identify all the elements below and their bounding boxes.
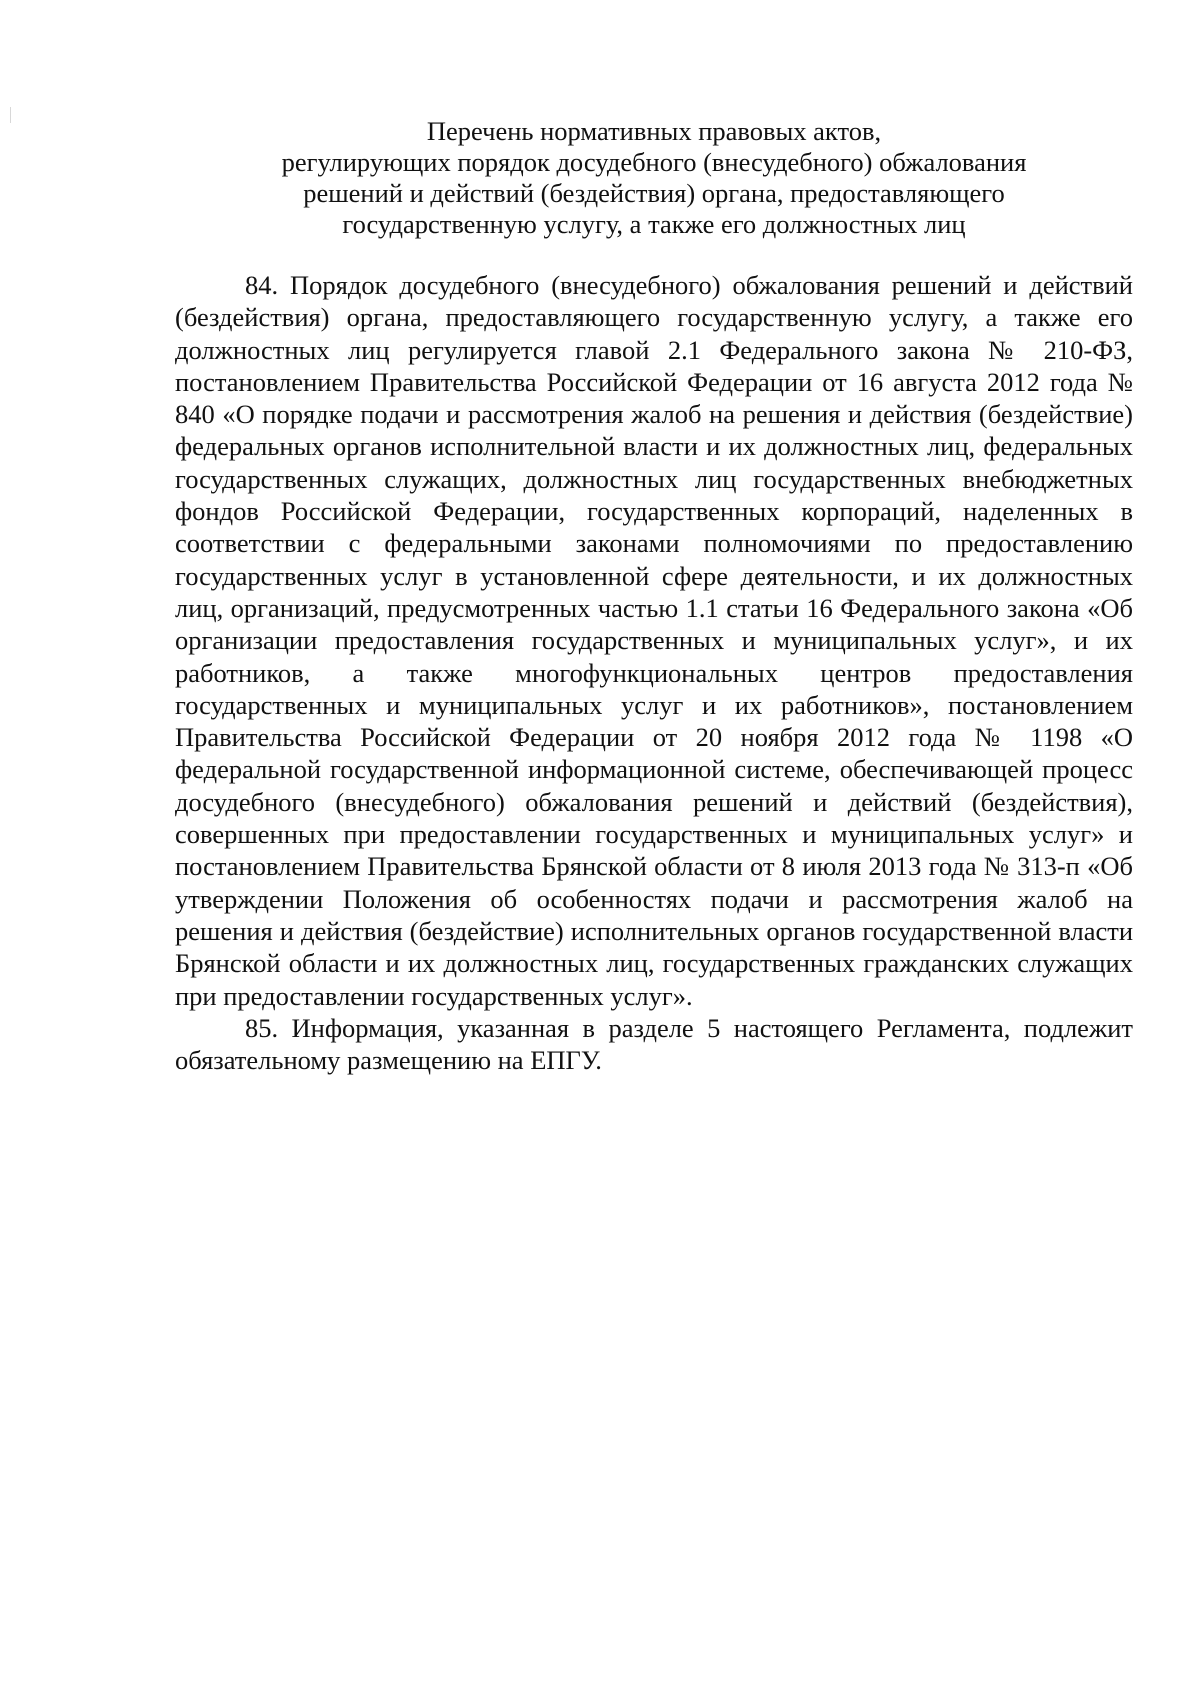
paragraph-84: 84. Порядок досудебного (внесудебного) обжалования решений и действий (бездействия) органа, предоставляющего государственную услугу, а также его должностных лиц регулируется главой 2.1 Федерального закона № 210-ФЗ, постановлением Правительства Российской Федерации от 16 августа 2012 года № 840 «О порядке подачи и рассмотрения жалоб на решения и действия (бездействие) федеральных органов исполнительной власти и их должностных лиц, федеральных государственных служащих, должностных лиц государственных внебюджетных фондов Российской Федерации, государственных корпораций, наделенных в соответствии с федеральными законами полномочиями по предоставлению государственных услуг в установленной сфере деятельности, и их должностных лиц, организаций, предусмотренных частью 1.1 статьи 16 Федерального закона «Об организации предоставления государственных и муниципальных услуг», и их работников, а также многофункциональных центров предоставления государственных и муниципальных услуг и их работников», постановлением Правительства Российской Федерации от 20 ноября 2012 года № 1198 «О федеральной государственной информационной системе, обеспечивающей процесс досудебного (внесудебного) обжалования решений и действий (бездействия), совершенных при предоставлении государственных и муниципальных услуг» и постановлением Правительства Брянской области от 8 июля 2013 года № 313-п «Об утверждении Положения об особенностях подачи и рассмотрения жалоб на решения и действия (бездействие) исполнительных органов государственной власти Брянской области и их должностных лиц, государственных гражданских служащих при предоставлении государственных услуг». xyxy=(175,270,1133,1011)
title-line: регулирующих порядок досудебного (внесудебного) обжалования xyxy=(281,147,1027,177)
document-body xyxy=(175,116,1133,1076)
paragraph-85: 85. Информация, указанная в разделе 5 настоящего Регламента, подлежит обязательному размещению на ЕПГУ. xyxy=(175,1012,1133,1076)
title-line: решений и действий (бездействия) органа, предоставляющего xyxy=(303,178,1005,208)
document-title xyxy=(175,116,1133,240)
title-line: государственную услугу, а также его должностных лиц xyxy=(342,209,966,239)
scan-margin-mark xyxy=(10,107,11,123)
title-line: Перечень нормативных правовых актов, xyxy=(426,116,882,146)
